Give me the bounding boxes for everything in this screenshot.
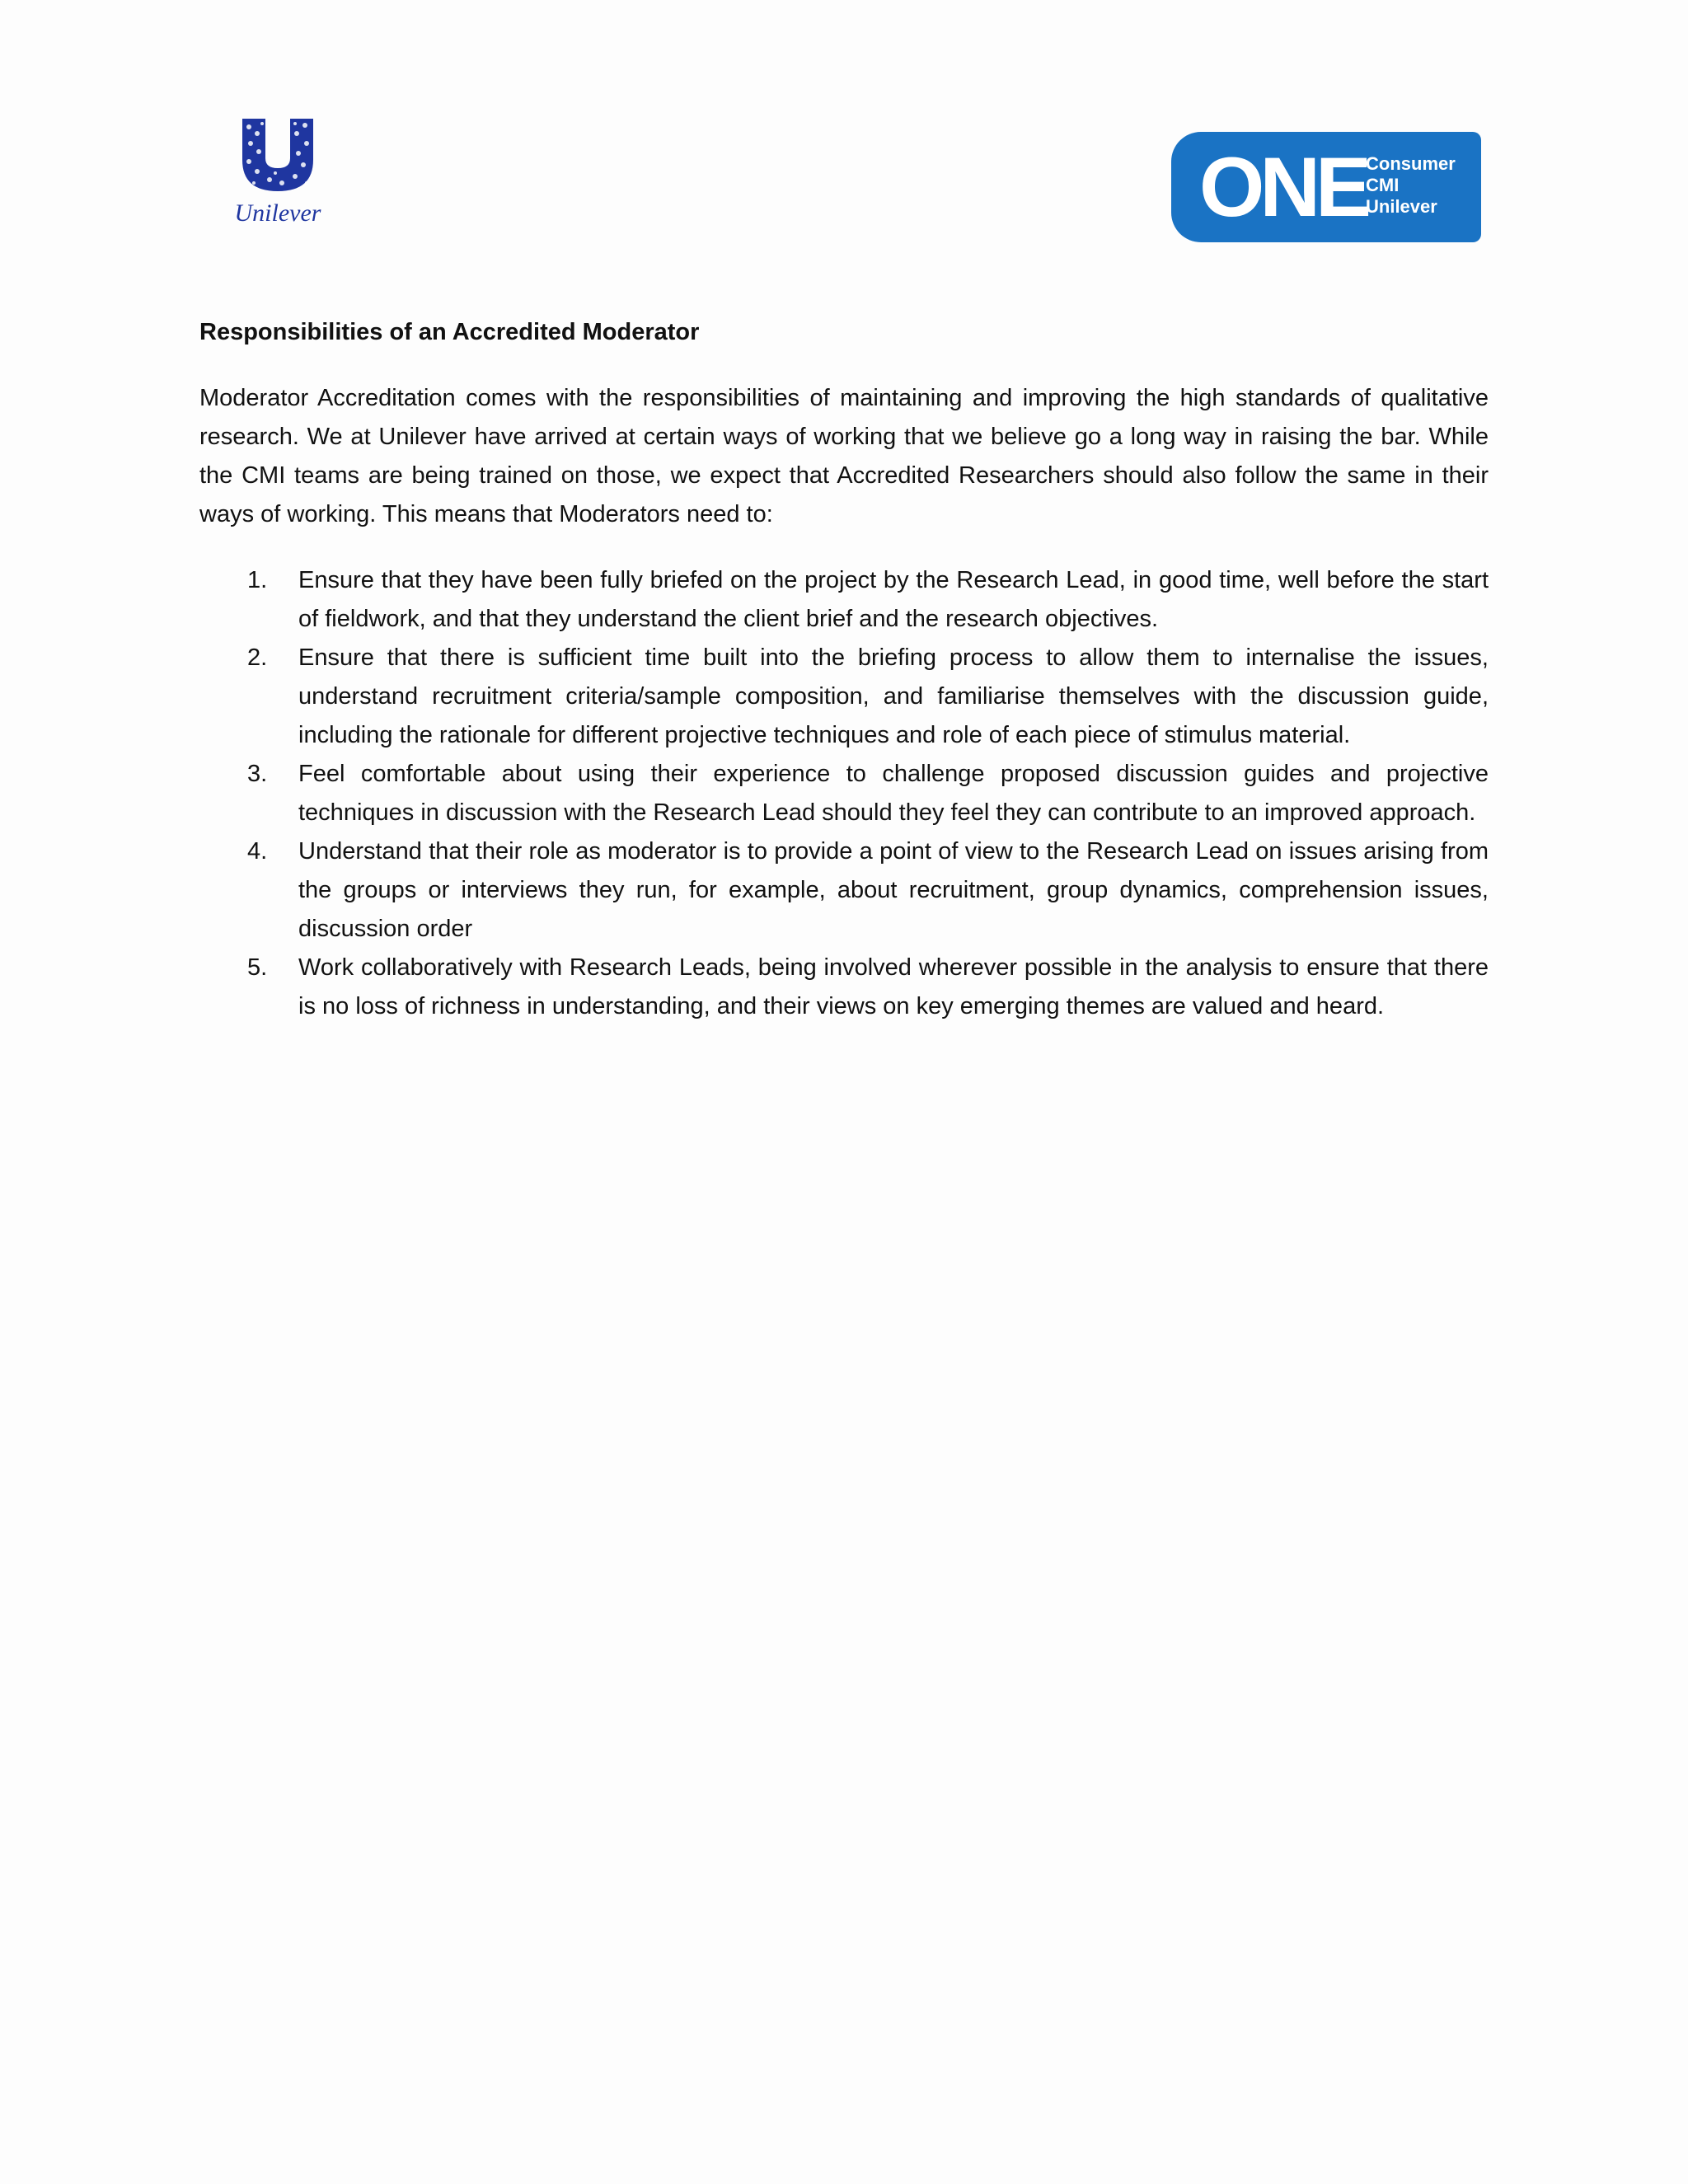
list-item-text: Work collaboratively with Research Leads, being involved wherever possible in the analysis to ensure that there is no loss of richness in understanding, and their views on key emerging themes are valued and heard. xyxy=(298,954,1489,1019)
list-item-number: 1. xyxy=(247,567,268,593)
unilever-wordmark: Unilever xyxy=(234,199,321,227)
one-logo-line-unilever: Unilever xyxy=(1366,196,1437,217)
list-item xyxy=(199,639,1489,755)
list-item-text: Ensure that they have been fully briefed on the project by the Research Lead, in good time, well before the start of fieldwork, and that they understand the client brief and the research objectives. xyxy=(298,567,1489,632)
one-logo-line-consumer: Consumer xyxy=(1366,153,1456,174)
list-item-number: 3. xyxy=(247,761,268,787)
list-item xyxy=(199,561,1489,639)
list-item-number: 2. xyxy=(247,644,268,671)
list-item-number: 5. xyxy=(247,954,268,981)
list-item-number: 4. xyxy=(247,838,268,865)
one-logo-text: ONE xyxy=(1199,140,1367,234)
list-item xyxy=(199,949,1489,1026)
page-title: Responsibilities of an Accredited Moderator xyxy=(199,319,700,345)
one-logo-lines xyxy=(1366,153,1456,218)
list-item-text: Feel comfortable about using their experience to challenge proposed discussion guides and projective techniques in discussion with the Research Lead should they feel they can contribute to an improved approach. xyxy=(298,761,1489,826)
unilever-u-logo-icon xyxy=(224,114,331,196)
list-item xyxy=(199,832,1489,949)
unilever-logo xyxy=(224,114,331,234)
intro-paragraph: Moderator Accreditation comes with the responsibilities of maintaining and improving the high standards of qualitative research. We at Unilever have arrived at certain ways of working that we believe go a long way in raising the bar. While the CMI teams are being trained on those, we expect that Accredited Researchers should also follow the same in their ways of working. This means that Moderators need to: xyxy=(199,385,1489,527)
list-item xyxy=(199,755,1489,832)
responsibilities-list xyxy=(199,561,1489,1026)
one-cmi-logo xyxy=(1171,132,1481,242)
document-body xyxy=(199,313,1489,1026)
list-item-text: Ensure that there is sufficient time built into the briefing process to allow them to internalise the issues, understand recruitment criteria/sample composition, and familiarise themselves with the discussion guide, including the rationale for different projective techniques and role of each piece of stimulus material. xyxy=(298,644,1489,748)
one-logo-line-cmi: CMI xyxy=(1366,175,1400,195)
list-item-text: Understand that their role as moderator is to provide a point of view to the Research Lead on issues arising from the groups or interviews they run, for example, about recruitment, group dynamics, comprehension issues, discussion order xyxy=(298,838,1489,942)
